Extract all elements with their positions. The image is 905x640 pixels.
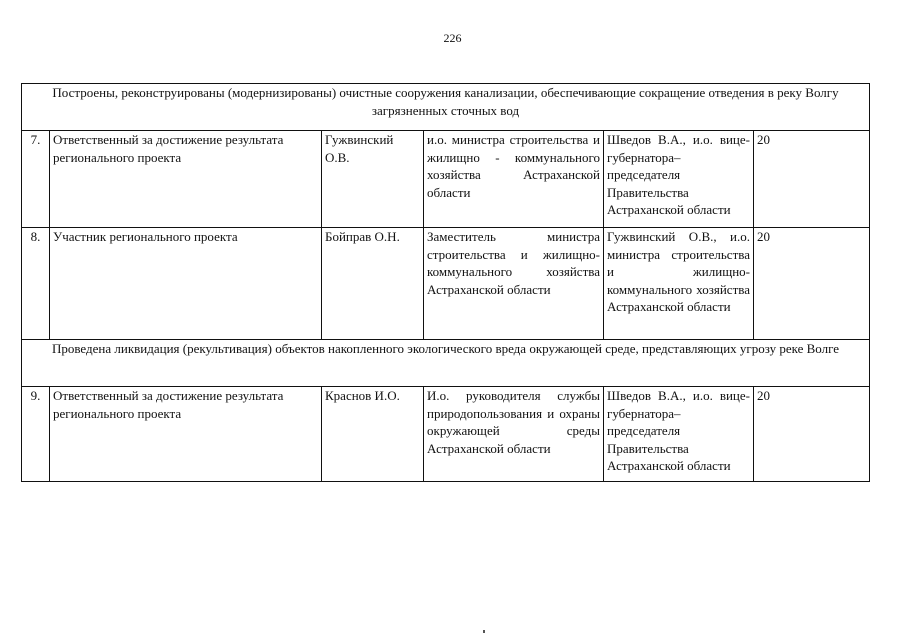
name-cell: Бойправ О.Н.	[322, 228, 424, 340]
position-cell: И.о. руководителя службы природопользования и охраны окружающей среды Астраханской области	[424, 387, 604, 482]
role-cell: Ответственный за достижение результата регионального проекта	[50, 131, 322, 228]
table-row	[22, 387, 870, 482]
supervisor-cell: Шведов В.А., и.о. вице-губернатора– председателя Правительства Астраханской области	[604, 387, 754, 482]
project-participants-table	[21, 83, 870, 482]
position-cell: и.о. министра строительства и жилищно - коммунального хозяйства Астраханской области	[424, 131, 604, 228]
row-number: 7.	[22, 131, 50, 228]
table-row	[22, 131, 870, 228]
table-row	[22, 228, 870, 340]
name-cell: Гужвинский О.В.	[322, 131, 424, 228]
row-number: 9.	[22, 387, 50, 482]
section-title: Построены, реконструированы (модернизированы) очистные сооружения канализации, обеспечивающие сокращение отведения в реку Волгу загрязненных сточных вод	[22, 84, 870, 131]
load-cell: 20	[754, 131, 870, 228]
page-number: 226	[443, 31, 462, 45]
name-cell: Краснов И.О.	[322, 387, 424, 482]
supervisor-cell: Шведов В.А., и.о. вице-губернатора– председателя Правительства Астраханской области	[604, 131, 754, 228]
load-cell: 20	[754, 387, 870, 482]
role-cell: Ответственный за достижение результата регионального проекта	[50, 387, 322, 482]
supervisor-cell: Гужвинский О.В., и.о. министра строительства и жилищно-коммунального хозяйства Астраханской области	[604, 228, 754, 340]
row-number: 8.	[22, 228, 50, 340]
section-header-row	[22, 340, 870, 387]
section-header-row	[22, 84, 870, 131]
position-cell: Заместитель министра строительства и жилищно-коммунального хозяйства Астраханской области	[424, 228, 604, 340]
scan-speck	[483, 630, 485, 633]
section-title: Проведена ликвидация (рекультивация) объектов накопленного экологического вреда окружающей среде, представляющих угрозу реке Волге	[22, 340, 870, 387]
load-cell: 20	[754, 228, 870, 340]
role-cell: Участник регионального проекта	[50, 228, 322, 340]
